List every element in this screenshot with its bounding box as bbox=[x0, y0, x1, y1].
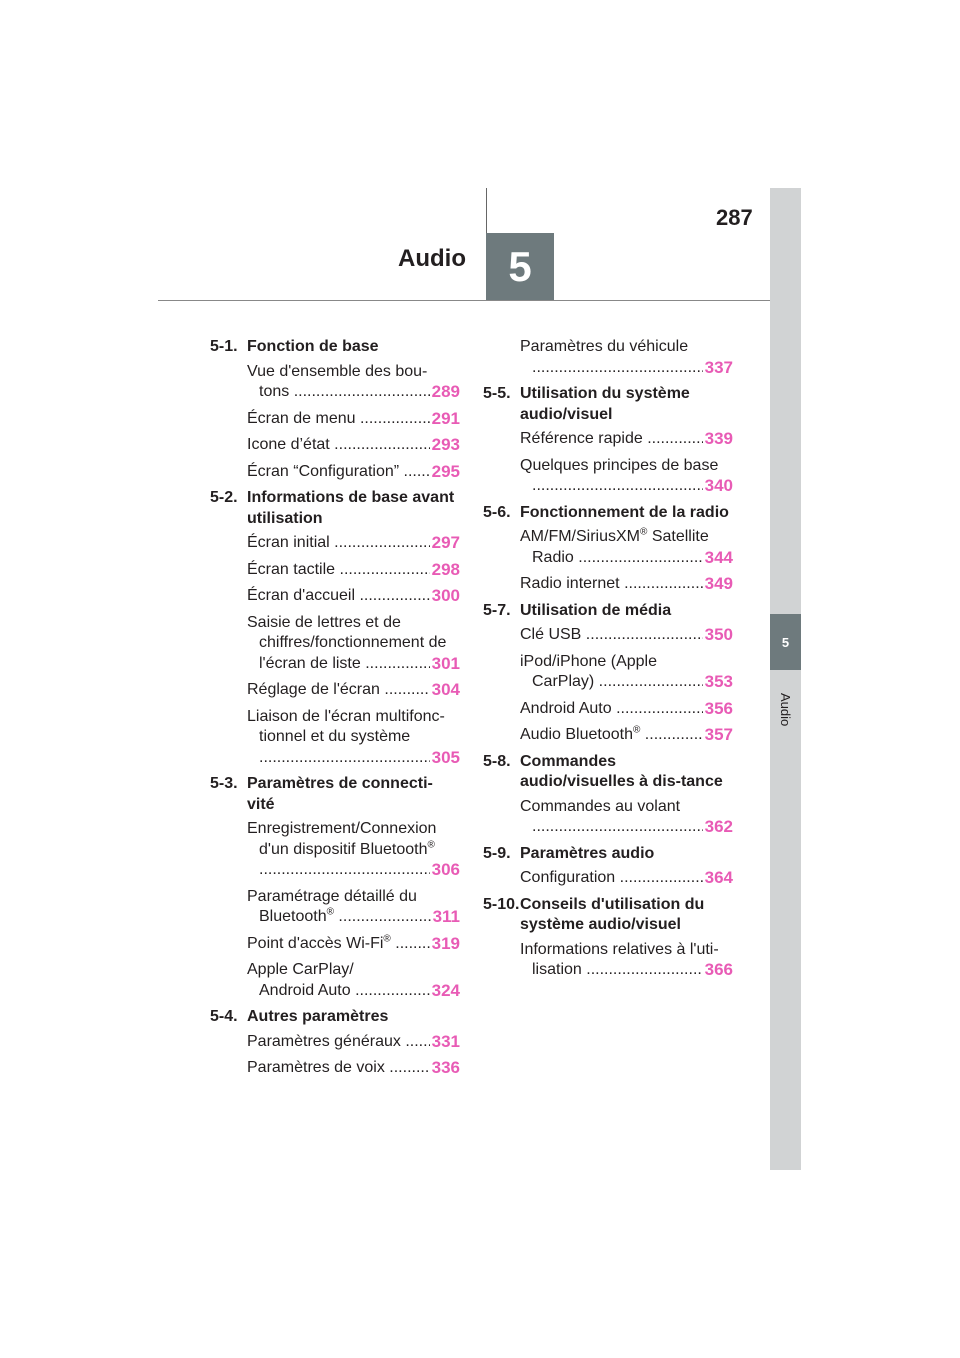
toc-page-number[interactable]: 304 bbox=[431, 680, 460, 699]
toc-entry-text: Android Auto ..... bbox=[259, 981, 430, 1002]
toc-entry[interactable] bbox=[247, 887, 460, 928]
toc-entry-text: Apple CarPlay/ bbox=[247, 961, 354, 978]
section-title: Conseils d'utilisation du système audio/visuel bbox=[520, 895, 705, 933]
toc-entry-text: CarPlay) ..... bbox=[532, 672, 703, 693]
toc-entry-text: Saisie de lettres et de bbox=[247, 613, 401, 631]
toc-page-number[interactable]: 356 bbox=[704, 698, 733, 718]
toc-entry-text: Paramétrage détaillé du bbox=[247, 887, 417, 905]
toc-entry-text: Radio internet ..... bbox=[520, 574, 703, 595]
toc-entry[interactable] bbox=[247, 533, 460, 554]
header-rule bbox=[158, 300, 770, 301]
section-number: 5-9. bbox=[483, 844, 511, 862]
toc-entry-text: Point d'accès Wi-Fi® ..... bbox=[247, 934, 430, 955]
toc-page-number[interactable]: 336 bbox=[431, 1058, 460, 1077]
section-title: Commandes audio/visuelles à dis-tance bbox=[520, 752, 723, 790]
section-title: Paramètres audio bbox=[520, 844, 655, 862]
toc-page-number[interactable]: 305 bbox=[431, 747, 460, 767]
toc-entry[interactable] bbox=[520, 456, 733, 497]
side-tab bbox=[770, 188, 801, 1170]
toc-entry[interactable] bbox=[247, 707, 460, 769]
toc-section-heading[interactable] bbox=[483, 384, 733, 425]
toc-entry-text: Clé USB ..... bbox=[520, 625, 703, 646]
toc-entry-text bbox=[532, 358, 703, 379]
toc-page-number[interactable]: 344 bbox=[704, 547, 733, 567]
toc-entry[interactable] bbox=[247, 462, 460, 483]
toc-entry-text: chiffres/fonctionnement de bbox=[259, 634, 447, 651]
toc-entry[interactable] bbox=[247, 934, 460, 955]
toc-entry-text: tionnel et du système bbox=[259, 728, 411, 745]
toc-entry-text: Paramètres généraux ..... bbox=[247, 1032, 430, 1053]
side-tab-number: 5 bbox=[770, 614, 801, 670]
toc-entry-text: Paramètres de voix ..... bbox=[247, 1058, 430, 1079]
toc-entry-text: Bluetooth® ..... bbox=[259, 907, 431, 928]
toc-page-number[interactable]: 357 bbox=[704, 725, 733, 744]
toc-entry-text: Écran d'accueil ..... bbox=[247, 586, 430, 607]
toc-entry[interactable] bbox=[247, 1032, 460, 1053]
section-number: 5-4. bbox=[210, 1008, 238, 1025]
toc-entry-text: Vue d'ensemble des bou- bbox=[247, 362, 428, 380]
toc-page-number[interactable]: 364 bbox=[704, 868, 733, 887]
toc-entry[interactable] bbox=[520, 337, 733, 378]
toc-entry[interactable] bbox=[520, 725, 733, 746]
toc-page-number[interactable]: 362 bbox=[704, 817, 733, 836]
toc-page-number[interactable]: 319 bbox=[431, 933, 460, 953]
toc-entry-text: Réglage de l'écran ..... bbox=[247, 680, 430, 701]
header-divider bbox=[486, 188, 487, 233]
toc-entry[interactable] bbox=[247, 819, 460, 881]
toc-entry-text: Audio Bluetooth® ..... bbox=[520, 725, 703, 746]
toc-entry-text: Écran initial ..... bbox=[247, 533, 430, 554]
section-title: Fonction de base bbox=[247, 338, 379, 355]
toc-entry[interactable] bbox=[520, 574, 733, 595]
toc-page-number[interactable]: 349 bbox=[704, 574, 733, 593]
toc-entry[interactable] bbox=[520, 625, 733, 646]
toc-page-number[interactable]: 331 bbox=[431, 1031, 460, 1051]
toc-page-number[interactable]: 337 bbox=[704, 357, 733, 377]
toc-page-number[interactable]: 298 bbox=[431, 559, 460, 579]
toc-entry-text: Écran “Configuration” ..... bbox=[247, 462, 430, 483]
page-number: 287 bbox=[716, 205, 753, 230]
toc-page-number[interactable]: 306 bbox=[431, 860, 460, 879]
toc-page-number[interactable]: 350 bbox=[704, 625, 733, 644]
section-title: Utilisation du système audio/visuel bbox=[520, 385, 690, 423]
toc-section-heading[interactable] bbox=[210, 774, 460, 815]
toc-entry-text: Quelques principes de base bbox=[520, 456, 719, 474]
toc-entry-text bbox=[532, 476, 703, 497]
toc-entry-text bbox=[259, 860, 430, 881]
toc-page-number[interactable]: 293 bbox=[431, 435, 460, 454]
toc-section-heading[interactable] bbox=[483, 503, 733, 524]
toc-entry-text: l'écran de liste ..... bbox=[259, 654, 430, 675]
section-number: 5-3. bbox=[210, 775, 238, 792]
section-title: Informations de base avant utilisation bbox=[247, 489, 455, 527]
toc-entry[interactable] bbox=[520, 699, 733, 720]
toc-entry[interactable] bbox=[247, 435, 460, 456]
section-title: Autres paramètres bbox=[247, 1008, 389, 1025]
section-title: Utilisation de média bbox=[520, 601, 672, 619]
toc-page-number[interactable]: 353 bbox=[704, 672, 733, 691]
toc-page-number[interactable]: 324 bbox=[431, 980, 460, 1000]
toc-entry-text bbox=[532, 817, 703, 838]
toc-entry[interactable] bbox=[247, 680, 460, 701]
toc-entry-text: Liaison de l'écran multifonc- bbox=[247, 707, 445, 725]
toc-left-column bbox=[210, 337, 460, 1085]
toc-entry[interactable] bbox=[247, 560, 460, 581]
chapter-title: Audio bbox=[398, 245, 466, 272]
section-number: 5-8. bbox=[483, 752, 511, 770]
toc-section-heading[interactable] bbox=[483, 895, 733, 936]
toc-entry-text bbox=[259, 748, 430, 769]
section-title: Paramètres de connecti-vité bbox=[247, 775, 433, 813]
toc-entry-text: Radio ..... bbox=[532, 548, 703, 569]
toc-entry-text: iPod/iPhone (Apple bbox=[520, 652, 657, 670]
toc-entry[interactable] bbox=[247, 1058, 460, 1079]
toc-entry-text: Icone d’état ..... bbox=[247, 435, 430, 456]
toc-entry-text: Écran tactile ..... bbox=[247, 560, 430, 581]
section-number: 5-7. bbox=[483, 601, 511, 619]
toc-entry-text: AM/FM/SiriusXM® Satellite bbox=[520, 526, 709, 545]
toc-entry[interactable] bbox=[520, 652, 733, 693]
toc-entry-text: Configuration ..... bbox=[520, 868, 703, 889]
section-number: 5-6. bbox=[483, 503, 511, 521]
toc-entry[interactable] bbox=[520, 868, 733, 889]
toc-entry[interactable] bbox=[247, 586, 460, 607]
toc-entry-text: Écran de menu ..... bbox=[247, 409, 430, 430]
toc-page-number[interactable]: 289 bbox=[431, 382, 460, 401]
toc-section-heading[interactable] bbox=[483, 844, 733, 865]
toc-page-number[interactable]: 295 bbox=[431, 461, 460, 481]
toc-entry-text: Enregistrement/Connexion bbox=[247, 820, 437, 837]
toc-page-number[interactable]: 339 bbox=[704, 429, 733, 448]
toc-section-heading[interactable] bbox=[210, 337, 460, 358]
toc-entry[interactable] bbox=[247, 409, 460, 430]
toc-right-column bbox=[483, 337, 733, 987]
toc-section-heading[interactable] bbox=[210, 488, 460, 529]
section-number: 5-2. bbox=[210, 489, 238, 506]
toc-section-heading[interactable] bbox=[483, 752, 733, 793]
toc-entry[interactable] bbox=[247, 613, 460, 675]
toc-page-number[interactable]: 291 bbox=[431, 408, 460, 428]
toc-entry-text: Android Auto ..... bbox=[520, 699, 703, 720]
toc-entry-text: Informations relatives à l'uti- bbox=[520, 940, 719, 958]
toc-section-heading[interactable] bbox=[210, 1007, 460, 1028]
toc-page-number[interactable]: 301 bbox=[431, 653, 460, 673]
toc-entry[interactable] bbox=[520, 940, 733, 981]
toc-entry-text: d'un dispositif Bluetooth® bbox=[259, 839, 435, 858]
toc-page-number[interactable]: 311 bbox=[432, 907, 460, 926]
toc-entry-text: Référence rapide ..... bbox=[520, 429, 703, 450]
toc-page-number[interactable]: 366 bbox=[704, 960, 733, 979]
toc-page-number[interactable]: 297 bbox=[431, 533, 460, 552]
toc-page-number[interactable]: 300 bbox=[431, 586, 460, 605]
toc-entry[interactable] bbox=[247, 362, 460, 403]
toc-entry[interactable] bbox=[520, 797, 733, 838]
toc-entry-text: tons ..... bbox=[259, 382, 430, 403]
section-number: 5-5. bbox=[483, 385, 511, 402]
toc-entry[interactable] bbox=[520, 429, 733, 450]
toc-entry-text: Paramètres du véhicule bbox=[520, 338, 689, 355]
section-title: Fonctionnement de la radio bbox=[520, 503, 729, 521]
side-tab-label: Audio bbox=[778, 693, 793, 727]
toc-entry[interactable] bbox=[247, 960, 460, 1001]
section-number: 5-1. bbox=[210, 338, 238, 355]
toc-entry-text: lisation ..... bbox=[532, 960, 703, 981]
chapter-number-box: 5 bbox=[486, 233, 554, 301]
toc-section-heading[interactable] bbox=[483, 601, 733, 622]
toc-entry-text: Commandes au volant bbox=[520, 797, 681, 815]
toc-entry[interactable] bbox=[520, 527, 733, 568]
toc-page-number[interactable]: 340 bbox=[704, 476, 733, 495]
section-number: 5-10. bbox=[483, 895, 520, 913]
